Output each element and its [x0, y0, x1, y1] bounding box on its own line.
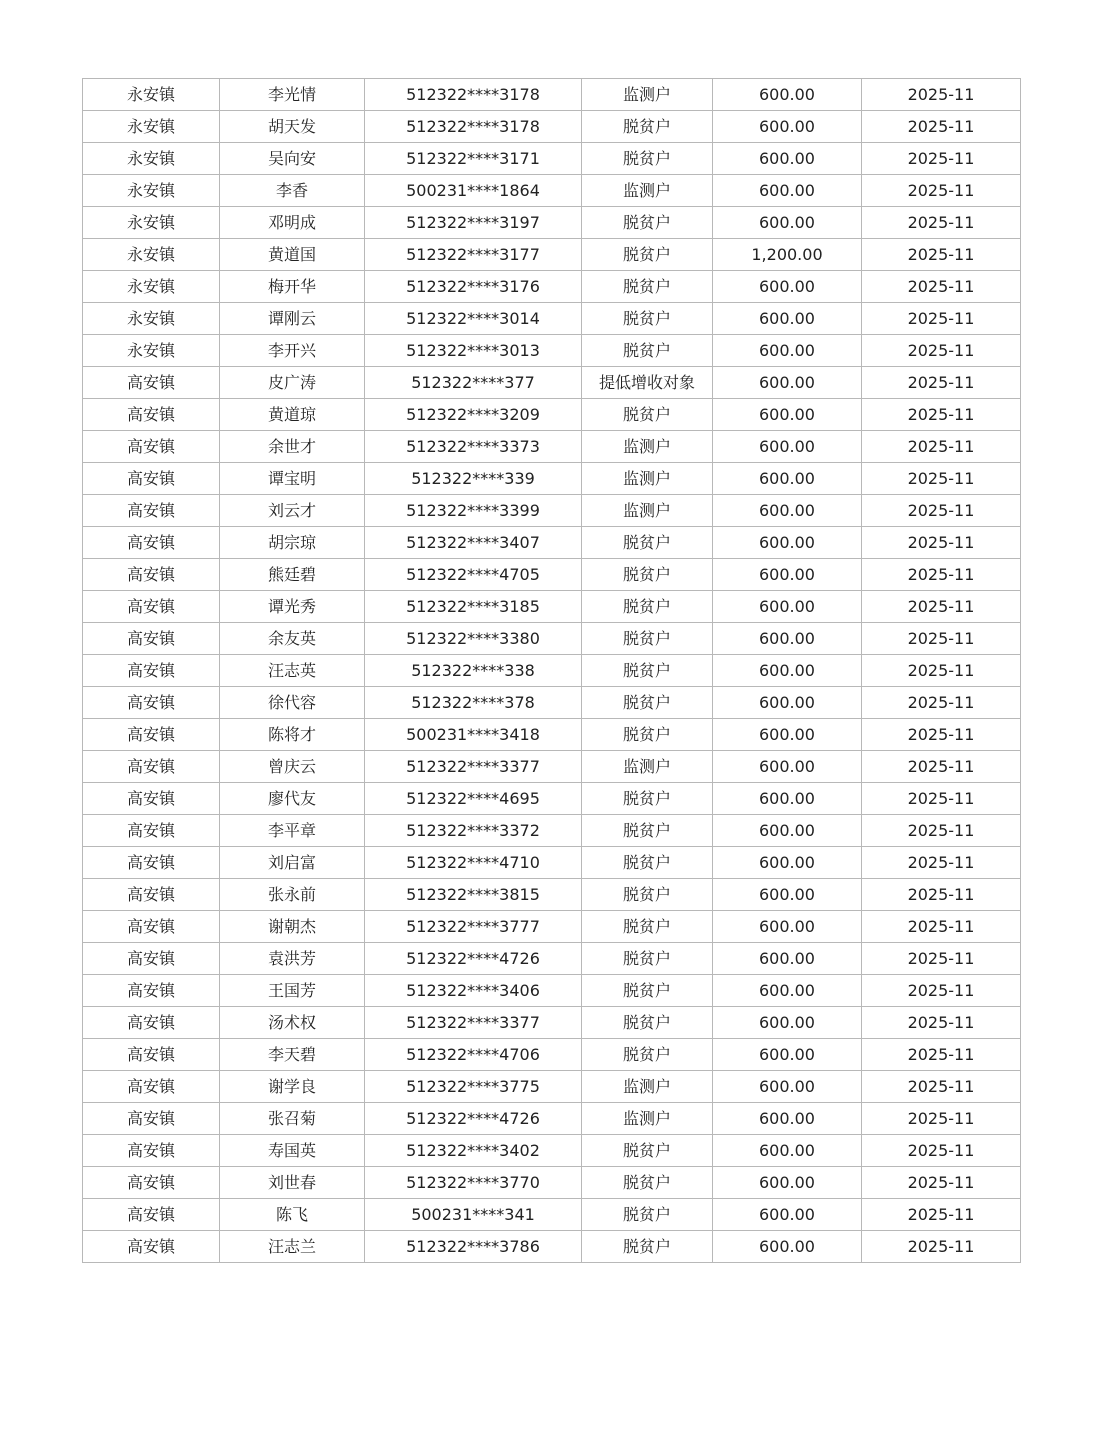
- table-row: [83, 431, 1021, 463]
- town-cell: 永安镇: [83, 175, 220, 207]
- town-cell: 高安镇: [83, 1039, 220, 1071]
- household-type-cell: 脱贫户: [582, 1039, 713, 1071]
- household-type-cell: 监测户: [582, 1071, 713, 1103]
- period-cell: 2025-11: [862, 143, 1021, 175]
- name-cell: 李开兴: [220, 335, 365, 367]
- name-cell: 张永前: [220, 879, 365, 911]
- id-number-cell: 512322****3178: [365, 79, 582, 111]
- name-cell: 李香: [220, 175, 365, 207]
- name-cell: 李平章: [220, 815, 365, 847]
- household-type-cell: 脱贫户: [582, 111, 713, 143]
- id-number-cell: 512322****338: [365, 655, 582, 687]
- id-number-cell: 512322****3177: [365, 239, 582, 271]
- period-cell: 2025-11: [862, 79, 1021, 111]
- household-type-cell: 脱贫户: [582, 783, 713, 815]
- period-cell: 2025-11: [862, 239, 1021, 271]
- period-cell: 2025-11: [862, 271, 1021, 303]
- id-number-cell: 500231****3418: [365, 719, 582, 751]
- amount-cell: 600.00: [713, 431, 862, 463]
- household-type-cell: 脱贫户: [582, 559, 713, 591]
- town-cell: 高安镇: [83, 1103, 220, 1135]
- amount-cell: 600.00: [713, 1103, 862, 1135]
- household-type-cell: 脱贫户: [582, 975, 713, 1007]
- table-row: [83, 175, 1021, 207]
- name-cell: 李光情: [220, 79, 365, 111]
- household-type-cell: 脱贫户: [582, 655, 713, 687]
- household-type-cell: 脱贫户: [582, 303, 713, 335]
- town-cell: 永安镇: [83, 303, 220, 335]
- records-table-body: [83, 79, 1021, 1263]
- town-cell: 高安镇: [83, 431, 220, 463]
- amount-cell: 600.00: [713, 911, 862, 943]
- amount-cell: 600.00: [713, 367, 862, 399]
- town-cell: 永安镇: [83, 271, 220, 303]
- name-cell: 谢朝杰: [220, 911, 365, 943]
- period-cell: 2025-11: [862, 943, 1021, 975]
- amount-cell: 600.00: [713, 271, 862, 303]
- period-cell: 2025-11: [862, 303, 1021, 335]
- town-cell: 高安镇: [83, 399, 220, 431]
- amount-cell: 600.00: [713, 143, 862, 175]
- name-cell: 李天碧: [220, 1039, 365, 1071]
- name-cell: 胡宗琼: [220, 527, 365, 559]
- household-type-cell: 脱贫户: [582, 335, 713, 367]
- period-cell: 2025-11: [862, 335, 1021, 367]
- name-cell: 梅开华: [220, 271, 365, 303]
- household-type-cell: 脱贫户: [582, 911, 713, 943]
- amount-cell: 600.00: [713, 1071, 862, 1103]
- amount-cell: 600.00: [713, 79, 862, 111]
- name-cell: 余友英: [220, 623, 365, 655]
- table-row: [83, 879, 1021, 911]
- period-cell: 2025-11: [862, 207, 1021, 239]
- table-row: [83, 239, 1021, 271]
- period-cell: 2025-11: [862, 175, 1021, 207]
- id-number-cell: 512322****3402: [365, 1135, 582, 1167]
- table-row: [83, 1071, 1021, 1103]
- id-number-cell: 512322****3178: [365, 111, 582, 143]
- period-cell: 2025-11: [862, 751, 1021, 783]
- amount-cell: 600.00: [713, 623, 862, 655]
- amount-cell: 600.00: [713, 495, 862, 527]
- period-cell: 2025-11: [862, 1167, 1021, 1199]
- id-number-cell: 500231****341: [365, 1199, 582, 1231]
- id-number-cell: 512322****3377: [365, 1007, 582, 1039]
- name-cell: 汪志兰: [220, 1231, 365, 1263]
- id-number-cell: 512322****3377: [365, 751, 582, 783]
- period-cell: 2025-11: [862, 1039, 1021, 1071]
- household-type-cell: 脱贫户: [582, 399, 713, 431]
- town-cell: 高安镇: [83, 1231, 220, 1263]
- household-type-cell: 脱贫户: [582, 687, 713, 719]
- amount-cell: 600.00: [713, 943, 862, 975]
- town-cell: 永安镇: [83, 111, 220, 143]
- amount-cell: 600.00: [713, 463, 862, 495]
- name-cell: 谭光秀: [220, 591, 365, 623]
- table-row: [83, 911, 1021, 943]
- household-type-cell: 脱贫户: [582, 719, 713, 751]
- amount-cell: 600.00: [713, 207, 862, 239]
- id-number-cell: 512322****3185: [365, 591, 582, 623]
- household-type-cell: 监测户: [582, 751, 713, 783]
- period-cell: 2025-11: [862, 367, 1021, 399]
- household-type-cell: 脱贫户: [582, 239, 713, 271]
- household-type-cell: 监测户: [582, 431, 713, 463]
- name-cell: 袁洪芳: [220, 943, 365, 975]
- table-row: [83, 847, 1021, 879]
- household-type-cell: 脱贫户: [582, 1007, 713, 1039]
- table-row: [83, 1135, 1021, 1167]
- town-cell: 高安镇: [83, 463, 220, 495]
- household-type-cell: 脱贫户: [582, 1231, 713, 1263]
- amount-cell: 600.00: [713, 1135, 862, 1167]
- id-number-cell: 512322****3775: [365, 1071, 582, 1103]
- amount-cell: 600.00: [713, 527, 862, 559]
- name-cell: 王国芳: [220, 975, 365, 1007]
- amount-cell: 600.00: [713, 1231, 862, 1263]
- amount-cell: 600.00: [713, 783, 862, 815]
- name-cell: 陈飞: [220, 1199, 365, 1231]
- period-cell: 2025-11: [862, 1135, 1021, 1167]
- name-cell: 谢学良: [220, 1071, 365, 1103]
- town-cell: 高安镇: [83, 527, 220, 559]
- table-row: [83, 1039, 1021, 1071]
- town-cell: 高安镇: [83, 975, 220, 1007]
- id-number-cell: 512322****4705: [365, 559, 582, 591]
- table-row: [83, 623, 1021, 655]
- town-cell: 高安镇: [83, 591, 220, 623]
- id-number-cell: 512322****3406: [365, 975, 582, 1007]
- table-row: [83, 463, 1021, 495]
- id-number-cell: 512322****3815: [365, 879, 582, 911]
- household-type-cell: 监测户: [582, 175, 713, 207]
- town-cell: 永安镇: [83, 335, 220, 367]
- amount-cell: 600.00: [713, 591, 862, 623]
- household-type-cell: 监测户: [582, 1103, 713, 1135]
- id-number-cell: 512322****4710: [365, 847, 582, 879]
- id-number-cell: 512322****378: [365, 687, 582, 719]
- name-cell: 张召菊: [220, 1103, 365, 1135]
- table-row: [83, 559, 1021, 591]
- table-row: [83, 495, 1021, 527]
- amount-cell: 600.00: [713, 815, 862, 847]
- name-cell: 廖代友: [220, 783, 365, 815]
- table-row: [83, 335, 1021, 367]
- town-cell: 高安镇: [83, 559, 220, 591]
- town-cell: 高安镇: [83, 687, 220, 719]
- period-cell: 2025-11: [862, 847, 1021, 879]
- period-cell: 2025-11: [862, 431, 1021, 463]
- name-cell: 吴向安: [220, 143, 365, 175]
- period-cell: 2025-11: [862, 623, 1021, 655]
- town-cell: 永安镇: [83, 239, 220, 271]
- household-type-cell: 脱贫户: [582, 815, 713, 847]
- id-number-cell: 512322****3013: [365, 335, 582, 367]
- household-type-cell: 脱贫户: [582, 623, 713, 655]
- table-row: [83, 303, 1021, 335]
- household-type-cell: 脱贫户: [582, 527, 713, 559]
- town-cell: 永安镇: [83, 207, 220, 239]
- town-cell: 高安镇: [83, 655, 220, 687]
- period-cell: 2025-11: [862, 559, 1021, 591]
- household-type-cell: 脱贫户: [582, 1135, 713, 1167]
- amount-cell: 600.00: [713, 1039, 862, 1071]
- town-cell: 高安镇: [83, 943, 220, 975]
- period-cell: 2025-11: [862, 655, 1021, 687]
- name-cell: 熊廷碧: [220, 559, 365, 591]
- town-cell: 高安镇: [83, 367, 220, 399]
- town-cell: 永安镇: [83, 79, 220, 111]
- amount-cell: 600.00: [713, 303, 862, 335]
- amount-cell: 600.00: [713, 335, 862, 367]
- name-cell: 徐代容: [220, 687, 365, 719]
- table-row: [83, 815, 1021, 847]
- table-row: [83, 111, 1021, 143]
- amount-cell: 600.00: [713, 1007, 862, 1039]
- household-type-cell: 脱贫户: [582, 207, 713, 239]
- period-cell: 2025-11: [862, 591, 1021, 623]
- id-number-cell: 500231****1864: [365, 175, 582, 207]
- id-number-cell: 512322****3777: [365, 911, 582, 943]
- period-cell: 2025-11: [862, 879, 1021, 911]
- period-cell: 2025-11: [862, 1103, 1021, 1135]
- id-number-cell: 512322****339: [365, 463, 582, 495]
- town-cell: 高安镇: [83, 783, 220, 815]
- id-number-cell: 512322****3770: [365, 1167, 582, 1199]
- town-cell: 高安镇: [83, 751, 220, 783]
- table-row: [83, 975, 1021, 1007]
- name-cell: 余世才: [220, 431, 365, 463]
- id-number-cell: 512322****377: [365, 367, 582, 399]
- town-cell: 高安镇: [83, 847, 220, 879]
- table-row: [83, 1007, 1021, 1039]
- name-cell: 谭宝明: [220, 463, 365, 495]
- name-cell: 刘启富: [220, 847, 365, 879]
- household-type-cell: 监测户: [582, 463, 713, 495]
- amount-cell: 600.00: [713, 111, 862, 143]
- id-number-cell: 512322****4726: [365, 1103, 582, 1135]
- household-type-cell: 脱贫户: [582, 1199, 713, 1231]
- amount-cell: 600.00: [713, 559, 862, 591]
- table-row: [83, 783, 1021, 815]
- id-number-cell: 512322****4706: [365, 1039, 582, 1071]
- table-row: [83, 367, 1021, 399]
- amount-cell: 600.00: [713, 719, 862, 751]
- period-cell: 2025-11: [862, 719, 1021, 751]
- id-number-cell: 512322****3372: [365, 815, 582, 847]
- table-row: [83, 207, 1021, 239]
- household-type-cell: 脱贫户: [582, 1167, 713, 1199]
- household-type-cell: 脱贫户: [582, 879, 713, 911]
- amount-cell: 600.00: [713, 879, 862, 911]
- town-cell: 永安镇: [83, 143, 220, 175]
- town-cell: 高安镇: [83, 1007, 220, 1039]
- amount-cell: 600.00: [713, 687, 862, 719]
- id-number-cell: 512322****3380: [365, 623, 582, 655]
- period-cell: 2025-11: [862, 975, 1021, 1007]
- id-number-cell: 512322****3197: [365, 207, 582, 239]
- name-cell: 曾庆云: [220, 751, 365, 783]
- table-row: [83, 143, 1021, 175]
- household-type-cell: 脱贫户: [582, 943, 713, 975]
- table-row: [83, 1103, 1021, 1135]
- amount-cell: 1,200.00: [713, 239, 862, 271]
- town-cell: 高安镇: [83, 879, 220, 911]
- amount-cell: 600.00: [713, 1199, 862, 1231]
- table-row: [83, 79, 1021, 111]
- name-cell: 皮广涛: [220, 367, 365, 399]
- name-cell: 寿国英: [220, 1135, 365, 1167]
- id-number-cell: 512322****4726: [365, 943, 582, 975]
- id-number-cell: 512322****3209: [365, 399, 582, 431]
- id-number-cell: 512322****3171: [365, 143, 582, 175]
- period-cell: 2025-11: [862, 1071, 1021, 1103]
- amount-cell: 600.00: [713, 1167, 862, 1199]
- household-type-cell: 提低增收对象: [582, 367, 713, 399]
- town-cell: 高安镇: [83, 1167, 220, 1199]
- period-cell: 2025-11: [862, 495, 1021, 527]
- amount-cell: 600.00: [713, 975, 862, 1007]
- town-cell: 高安镇: [83, 495, 220, 527]
- town-cell: 高安镇: [83, 1199, 220, 1231]
- period-cell: 2025-11: [862, 527, 1021, 559]
- household-type-cell: 脱贫户: [582, 591, 713, 623]
- id-number-cell: 512322****3399: [365, 495, 582, 527]
- table-row: [83, 527, 1021, 559]
- period-cell: 2025-11: [862, 111, 1021, 143]
- name-cell: 陈将才: [220, 719, 365, 751]
- id-number-cell: 512322****3176: [365, 271, 582, 303]
- name-cell: 邓明成: [220, 207, 365, 239]
- table-row: [83, 271, 1021, 303]
- amount-cell: 600.00: [713, 751, 862, 783]
- table-row: [83, 1231, 1021, 1263]
- name-cell: 汤术权: [220, 1007, 365, 1039]
- table-row: [83, 751, 1021, 783]
- period-cell: 2025-11: [862, 1231, 1021, 1263]
- table-row: [83, 1167, 1021, 1199]
- period-cell: 2025-11: [862, 911, 1021, 943]
- household-type-cell: 脱贫户: [582, 143, 713, 175]
- amount-cell: 600.00: [713, 399, 862, 431]
- household-type-cell: 监测户: [582, 79, 713, 111]
- amount-cell: 600.00: [713, 655, 862, 687]
- id-number-cell: 512322****4695: [365, 783, 582, 815]
- period-cell: 2025-11: [862, 783, 1021, 815]
- table-row: [83, 399, 1021, 431]
- table-row: [83, 1199, 1021, 1231]
- town-cell: 高安镇: [83, 815, 220, 847]
- amount-cell: 600.00: [713, 175, 862, 207]
- period-cell: 2025-11: [862, 463, 1021, 495]
- amount-cell: 600.00: [713, 847, 862, 879]
- table-row: [83, 655, 1021, 687]
- household-type-cell: 脱贫户: [582, 847, 713, 879]
- records-sheet: [82, 78, 1020, 1263]
- id-number-cell: 512322****3373: [365, 431, 582, 463]
- town-cell: 高安镇: [83, 623, 220, 655]
- household-type-cell: 监测户: [582, 495, 713, 527]
- name-cell: 刘云才: [220, 495, 365, 527]
- name-cell: 刘世春: [220, 1167, 365, 1199]
- name-cell: 胡天发: [220, 111, 365, 143]
- name-cell: 谭刚云: [220, 303, 365, 335]
- records-table: [82, 78, 1021, 1263]
- table-row: [83, 719, 1021, 751]
- town-cell: 高安镇: [83, 1135, 220, 1167]
- household-type-cell: 脱贫户: [582, 271, 713, 303]
- period-cell: 2025-11: [862, 1199, 1021, 1231]
- id-number-cell: 512322****3786: [365, 1231, 582, 1263]
- table-row: [83, 943, 1021, 975]
- period-cell: 2025-11: [862, 399, 1021, 431]
- table-row: [83, 591, 1021, 623]
- period-cell: 2025-11: [862, 815, 1021, 847]
- name-cell: 汪志英: [220, 655, 365, 687]
- town-cell: 高安镇: [83, 719, 220, 751]
- town-cell: 高安镇: [83, 1071, 220, 1103]
- name-cell: 黄道国: [220, 239, 365, 271]
- table-row: [83, 687, 1021, 719]
- id-number-cell: 512322****3014: [365, 303, 582, 335]
- id-number-cell: 512322****3407: [365, 527, 582, 559]
- period-cell: 2025-11: [862, 687, 1021, 719]
- name-cell: 黄道琼: [220, 399, 365, 431]
- town-cell: 高安镇: [83, 911, 220, 943]
- period-cell: 2025-11: [862, 1007, 1021, 1039]
